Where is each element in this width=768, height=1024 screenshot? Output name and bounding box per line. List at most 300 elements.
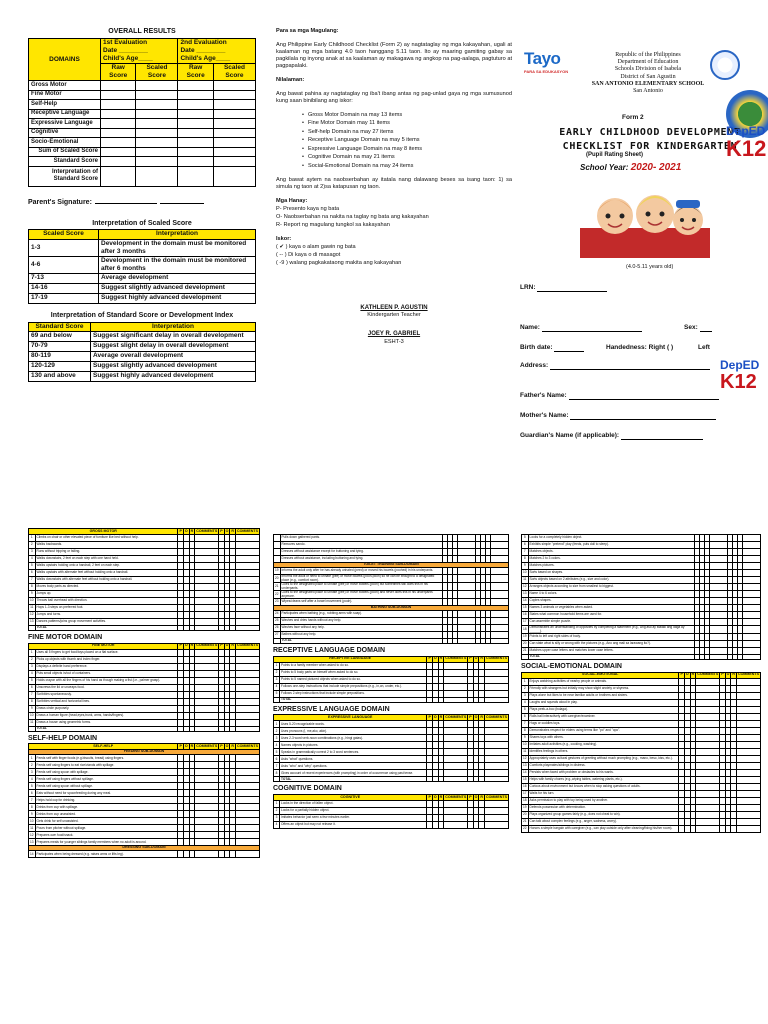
score-cell[interactable] [236,663,260,670]
table-row [522,741,761,748]
school-year: School Year: 2020- 2021 [580,162,682,173]
domain-title: SOCIAL-EMOTIONAL [522,672,679,678]
deped-k12-logo: DepED K12 [726,124,767,161]
score-cell [236,626,260,631]
score-cell[interactable] [737,720,761,727]
score-cell[interactable] [444,669,468,676]
item-text: Laughs and squeals aloud in play. [528,699,679,706]
score-cell[interactable] [458,632,476,639]
score-cell[interactable] [458,568,476,575]
score-cell[interactable] [195,556,219,563]
sex-field[interactable]: Sex: [684,324,712,332]
item-number: 2 [274,728,280,735]
score-cell[interactable] [236,535,260,542]
score-cell[interactable] [485,763,509,770]
score-cell[interactable] [485,770,509,777]
table-row [274,676,509,683]
item-number: 19 [522,634,529,641]
score-cell[interactable] [444,683,468,690]
score-cell[interactable] [710,605,728,612]
score-cell[interactable] [485,822,509,829]
score-cell[interactable] [236,818,260,825]
score-cell[interactable] [236,542,260,549]
score-cell[interactable] [195,677,219,684]
score-cell[interactable] [485,690,509,697]
score-cell[interactable] [696,713,720,720]
score-cell[interactable] [236,719,260,726]
table-row: Socio-Emotional [29,138,256,148]
item-number: 8 [522,556,529,563]
score-cell[interactable] [491,549,509,556]
domain-title: FINE MOTOR [29,643,178,649]
table-row [29,535,260,542]
score-cell[interactable] [491,611,509,618]
score-cell[interactable] [236,556,260,563]
score-cell[interactable] [195,818,219,825]
score-cell[interactable] [458,549,476,556]
score-cell[interactable] [696,804,720,811]
item-text: Holds crayon with all the fingers of his hand as though making a fist (i.e., palmer grasp). [35,677,178,684]
score-cell[interactable] [195,684,219,691]
item-text: Follows one-step instructions that include simple prepositions (e.g., in,on, under, etc.). [280,683,427,690]
hanay-legend: Mga Hanay: P- Presento kaya ng bata O- Naobserbahan na nakita na taglay ng bata ang kakayahan R- Report ng magulang tungkol sa kakayahan [276,197,429,228]
column-header: COMMENTS [697,672,719,677]
score-cell[interactable] [710,542,728,549]
score-cell[interactable] [236,605,260,612]
score-cell[interactable] [743,591,761,598]
score-cell[interactable] [236,691,260,698]
score-cell[interactable] [710,598,728,605]
score-cell[interactable] [195,797,219,804]
score-cell[interactable] [195,563,219,570]
score-cell[interactable] [710,641,728,648]
score-cell[interactable] [710,648,728,655]
score-cell[interactable] [696,706,720,713]
score-cell[interactable] [236,783,260,790]
score-cell[interactable] [236,570,260,577]
score-cell[interactable] [236,776,260,783]
score-cell[interactable] [236,769,260,776]
score-cell[interactable] [485,683,509,690]
score-cell[interactable] [236,839,260,846]
list-item: • Fine Motor Domain may 11 items [302,120,512,127]
score-cell[interactable] [195,691,219,698]
score-cell[interactable] [696,692,720,699]
score-cell[interactable] [737,790,761,797]
handedness-left[interactable]: Left [698,344,710,351]
item-text: Drinks from cup unassisted. [35,811,178,818]
table-row [274,808,509,815]
score-cell[interactable] [491,591,509,599]
item-text: Wipes/cleans self after a bowel movement (pooh). [280,599,442,606]
score-cell[interactable] [491,618,509,625]
score-cell[interactable] [444,735,468,742]
score-cell[interactable] [195,542,219,549]
score-cell[interactable] [743,619,761,626]
score-cell[interactable] [737,713,761,720]
item-text: Plays organized group games fairly (e.g., does not cheat to win). [528,811,679,818]
score-cell[interactable] [236,584,260,591]
score-cell[interactable] [195,656,219,663]
score-cell[interactable] [195,755,219,762]
table-row: Fine Motor [29,90,256,100]
item-number: 11 [29,719,36,726]
score-cell[interactable] [195,577,219,584]
score-cell[interactable] [444,690,468,697]
score-cell[interactable] [195,712,219,719]
score-cell[interactable] [737,692,761,699]
score-cell[interactable] [444,770,468,777]
gross-motor-table [28,528,260,631]
score-cell[interactable] [195,570,219,577]
column-header: P [469,714,472,719]
score-cell[interactable] [710,549,728,556]
lrn-field[interactable]: LRN: [520,284,607,292]
score-cell[interactable] [710,612,728,619]
score-cell[interactable] [444,742,468,749]
score-cell[interactable] [710,626,728,634]
item-number: 10 [29,598,36,605]
score-cell[interactable] [737,783,761,790]
score-cell[interactable] [485,801,509,808]
score-cell[interactable] [696,678,720,685]
guardian-name-field[interactable]: Guardian's Name (if applicable): [520,432,703,440]
score-cell[interactable] [743,570,761,577]
score-cell[interactable] [485,676,509,683]
score-cell[interactable] [195,612,219,619]
score-cell[interactable] [195,719,219,726]
score-cell[interactable] [458,556,476,563]
score-cell [195,626,219,631]
score-cell[interactable] [458,611,476,618]
score-cell[interactable] [236,832,260,839]
table-row: 4-6 Development in the domain must be monitored after 6 months [29,256,256,273]
score-cell[interactable] [444,728,468,735]
score-cell[interactable] [491,568,509,575]
score-cell[interactable] [195,649,219,656]
score-cell[interactable] [458,618,476,625]
score-cell[interactable] [696,818,720,825]
score-cell[interactable] [485,756,509,763]
score-cell[interactable] [485,669,509,676]
score-cell[interactable] [710,535,728,542]
column-header: P [220,643,223,648]
score-cell[interactable] [743,563,761,570]
table-row [29,790,260,797]
item-number: 11 [522,577,529,584]
score-cell[interactable] [696,755,720,762]
score-cell[interactable] [444,756,468,763]
table-row [29,542,260,549]
score-cell[interactable] [444,721,468,728]
score-cell[interactable] [236,851,260,858]
score-cell[interactable] [743,535,761,542]
score-cell[interactable] [743,626,761,634]
score-cell[interactable] [236,656,260,663]
score-cell[interactable] [743,648,761,655]
score-cell[interactable] [195,535,219,542]
score-cell[interactable] [696,741,720,748]
score-cell[interactable] [236,619,260,626]
score-cell[interactable] [195,851,219,858]
column-header: P [428,794,431,799]
score-cell[interactable] [737,797,761,804]
score-cell[interactable] [737,734,761,741]
score-cell[interactable] [444,822,468,829]
score-cell[interactable] [743,605,761,612]
item-number: 20 [522,811,529,818]
score-cell[interactable] [710,556,728,563]
table-row [522,556,761,563]
score-cell[interactable] [696,727,720,734]
score-cell[interactable] [236,825,260,832]
item-text: Hugs or cuddles toys. [528,720,679,727]
table-row [274,742,509,749]
score-cell[interactable] [458,625,476,632]
item-number: 1 [29,755,36,762]
score-cell[interactable] [743,577,761,584]
score-cell[interactable] [195,825,219,832]
score-cell[interactable] [696,720,720,727]
score-cell[interactable] [491,556,509,563]
score-cell[interactable] [743,542,761,549]
parent-letter [276,28,512,358]
score-cell[interactable] [710,584,728,591]
score-cell[interactable] [195,598,219,605]
score-cell[interactable] [236,811,260,818]
score-cell[interactable] [737,755,761,762]
score-cell[interactable] [195,769,219,776]
score-cell[interactable] [737,678,761,685]
list-item: • Self-help Domain na may 27 items [302,129,512,136]
score-cell[interactable] [737,776,761,783]
handedness-field[interactable]: Handedness: Right ( ) [606,344,674,351]
item-number: 13 [29,839,36,846]
letter-greeting: Para sa mga Magulang: [276,28,339,34]
column-header: O [474,714,478,719]
score-cell[interactable] [491,542,509,549]
score-cell[interactable] [195,790,219,797]
column-header: COMMENTS [196,643,218,648]
item-text: Draws a house using geometric forms. [35,719,178,726]
score-cell[interactable] [236,577,260,584]
score-cell[interactable] [491,599,509,606]
score-cell[interactable] [236,677,260,684]
score-cell[interactable] [710,563,728,570]
score-cell[interactable] [236,762,260,769]
item-text: Names 3 animals or vegetables when asked. [528,605,694,612]
score-cell[interactable] [491,583,509,591]
score-cell[interactable] [491,632,509,639]
score-cell[interactable] [710,619,728,626]
table-row [274,618,509,625]
score-cell[interactable] [743,612,761,619]
score-cell[interactable] [195,705,219,712]
score-cell[interactable] [696,685,720,692]
score-cell[interactable] [485,808,509,815]
address-field[interactable]: Address: [520,362,710,370]
score-cell[interactable] [737,741,761,748]
score-cell[interactable] [236,670,260,677]
item-text: Speaks in grammatically correct 2 to 3 word sentences. [280,749,427,756]
item-text: Appropriately uses cultural gestures of greeting without much prompting (e.g., mano, beso, kiss, etc.). [528,755,679,762]
column-header: R [231,528,235,533]
score-cell[interactable] [485,749,509,756]
score-cell[interactable] [195,811,219,818]
score-cell[interactable] [444,763,468,770]
score-cell[interactable] [236,591,260,598]
score-cell[interactable] [236,684,260,691]
item-text: Points to a family member when asked to do so. [280,662,427,669]
name-field[interactable]: Name: [520,324,642,332]
score-cell[interactable] [195,804,219,811]
score-cell[interactable] [696,748,720,755]
score-cell[interactable] [710,577,728,584]
score-cell[interactable] [485,742,509,749]
score-cell[interactable] [696,825,720,832]
score-cell[interactable] [696,734,720,741]
score-cell[interactable] [737,685,761,692]
scaled-score-header: Scaled Score [213,64,255,81]
item-text: Walks upstairs with alternate feet without holding onto a handrail. [35,570,178,577]
score-cell[interactable] [195,762,219,769]
score-cell[interactable] [696,699,720,706]
score-cell[interactable] [195,663,219,670]
score-cell[interactable] [236,712,260,719]
score-cell[interactable] [236,698,260,705]
column-header: COMMENTS [196,528,218,533]
score-cell[interactable] [458,583,476,591]
score-cell[interactable] [458,575,476,583]
column-header: P [680,672,683,677]
score-cell[interactable] [710,634,728,641]
score-cell[interactable] [485,728,509,735]
item-text: Eats without need for spoonfeeding during any meal. [35,790,178,797]
score-cell[interactable] [743,549,761,556]
social-emotional-heading: SOCIAL-EMOTIONAL DOMAIN [521,663,622,671]
score-cell[interactable] [737,699,761,706]
score-cell[interactable] [491,535,509,542]
column-header: R [231,743,235,748]
score-cell[interactable] [737,811,761,818]
score-cell[interactable] [485,735,509,742]
birthdate-field[interactable]: Birth date: [520,344,584,352]
score-cell[interactable] [195,549,219,556]
score-cell[interactable] [696,769,720,776]
score-cell[interactable] [195,832,219,839]
score-cell[interactable] [696,762,720,769]
column-header: COMMENTS [445,714,467,719]
score-cell[interactable] [195,670,219,677]
score-cell[interactable] [195,591,219,598]
score-cell[interactable] [444,662,468,669]
table-row [522,713,761,720]
score-cell[interactable] [236,804,260,811]
score-cell[interactable] [696,811,720,818]
father-name-field[interactable]: Father's Name: [520,392,719,400]
score-cell[interactable] [444,815,468,822]
score-cell[interactable] [458,599,476,606]
score-cell[interactable] [737,762,761,769]
score-cell[interactable] [743,634,761,641]
score-cell[interactable] [491,575,509,583]
score-cell[interactable] [485,662,509,669]
table-row [522,727,761,734]
score-cell[interactable] [444,801,468,808]
score-cell[interactable] [485,815,509,822]
mother-name-field[interactable]: Mother's Name: [520,412,716,420]
item-number: 8 [522,727,529,734]
score-cell[interactable] [236,598,260,605]
score-cell[interactable] [236,649,260,656]
item-number: 2 [29,656,36,663]
score-cell[interactable] [491,625,509,632]
score-cell[interactable] [195,584,219,591]
score-cell[interactable] [737,706,761,713]
score-cell[interactable] [236,790,260,797]
score-cell[interactable] [195,605,219,612]
item-number: 14 [522,769,529,776]
score-cell[interactable] [236,705,260,712]
score-cell[interactable] [236,797,260,804]
score-cell[interactable] [195,776,219,783]
item-text: Honors a simple bargain with caregiver (e.g., can play outside only after cleaning/fixing his/her room). [528,825,679,832]
score-cell[interactable] [236,755,260,762]
score-cell[interactable] [743,584,761,591]
item-number: 10 [29,712,36,719]
score-cell[interactable] [696,790,720,797]
score-cell[interactable] [458,535,476,542]
score-cell[interactable] [485,721,509,728]
score-cell[interactable] [737,727,761,734]
table-row: Receptive Language [29,109,256,119]
score-cell[interactable] [195,839,219,846]
table-row [522,584,761,591]
item-text: Can state what is silly or wrong with the pictures (e.g., Ano ang mali sa larawang ito?). [528,641,694,648]
score-cell[interactable] [444,676,468,683]
score-cell[interactable] [696,797,720,804]
score-cell[interactable] [737,769,761,776]
score-cell[interactable] [710,570,728,577]
score-cell[interactable] [458,591,476,599]
score-cell[interactable] [743,598,761,605]
item-text: Sorts based on shapes. [528,570,694,577]
score-cell[interactable] [236,549,260,556]
score-cell[interactable] [236,612,260,619]
score-cell[interactable] [195,698,219,705]
item-number: 12 [29,832,36,839]
score-cell[interactable] [737,748,761,755]
table-row [522,641,761,648]
score-cell[interactable] [737,804,761,811]
item-number: 1 [522,678,529,685]
score-cell[interactable] [195,619,219,626]
score-cell[interactable] [710,591,728,598]
item-text: Uses pronouns (I, me,ako, akin). [280,728,427,735]
score-cell[interactable] [458,542,476,549]
score-cell[interactable] [444,749,468,756]
score-cell[interactable] [696,783,720,790]
score-cell[interactable] [737,825,761,832]
item-text: Can assemble simple puzzle. [528,619,694,626]
score-cell[interactable] [743,641,761,648]
score-cell[interactable] [195,783,219,790]
score-cell[interactable] [696,776,720,783]
score-cell[interactable] [444,808,468,815]
score-cell[interactable] [236,563,260,570]
score-cell[interactable] [743,556,761,563]
score-cell[interactable] [737,818,761,825]
